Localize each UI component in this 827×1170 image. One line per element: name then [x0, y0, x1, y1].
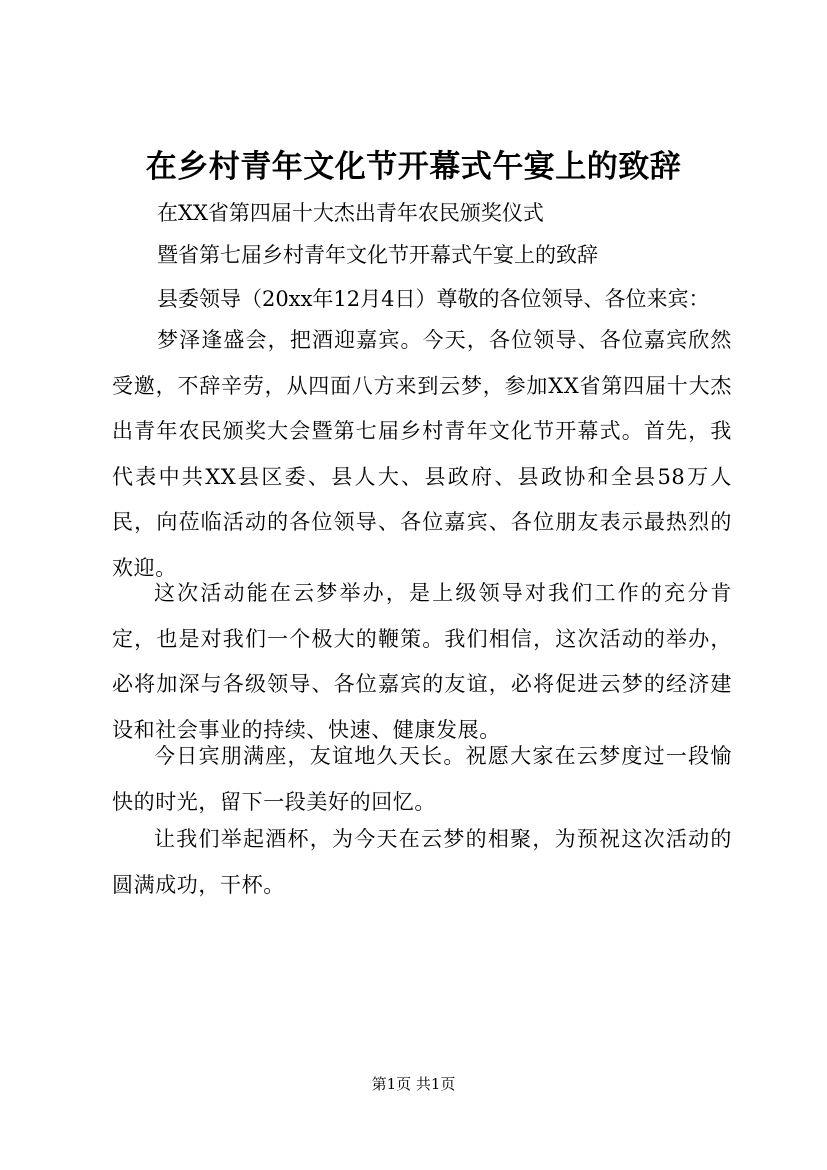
body-paragraph-4: 让我们举起酒杯，为今天在云梦的相聚，为预祝这次活动的圆满成功，干杯。	[112, 827, 732, 897]
subtitle-line-1: 在XX省第四届十大杰出青年农民颁奖仪式	[157, 201, 544, 225]
body-paragraph-3: 今日宾朋满座，友谊地久天长。祝愿大家在云梦度过一段愉快的时光，留下一段美好的回忆。	[112, 744, 732, 814]
salutation-line: 县委领导（20xx年12月4日）尊敬的各位领导、各位来宾：	[157, 287, 710, 311]
body-paragraph-1: 梦泽逢盛会，把酒迎嘉宾。今天，各位领导、各位嘉宾欣然受邀，不辞辛劳，从四面八方来到云梦，参加XX省第四届十大杰出青年农民颁奖大会暨第七届乡村青年文化节开幕式。首先，我代表中共XX县区委、县人大、县政府、县政协和全县58万人民，向莅临活动的各位领导、各位嘉宾、各位朋友表示最热烈的欢迎。	[112, 328, 732, 580]
subtitle-line-2: 暨省第七届乡村青年文化节开幕式午宴上的致辞	[157, 243, 598, 267]
body-paragraph-2: 这次活动能在云梦举办，是上级领导对我们工作的充分肯定，也是对我们一个极大的鞭策。我们相信，这次活动的举办，必将加深与各级领导、各位嘉宾的友谊，必将促进云梦的经济建设和社会事业的持续、快速、健康发展。	[112, 581, 732, 742]
page-footer: 第1页 共1页	[371, 1075, 456, 1093]
document-title: 在乡村青年文化节开幕式午宴上的致辞	[145, 149, 682, 185]
